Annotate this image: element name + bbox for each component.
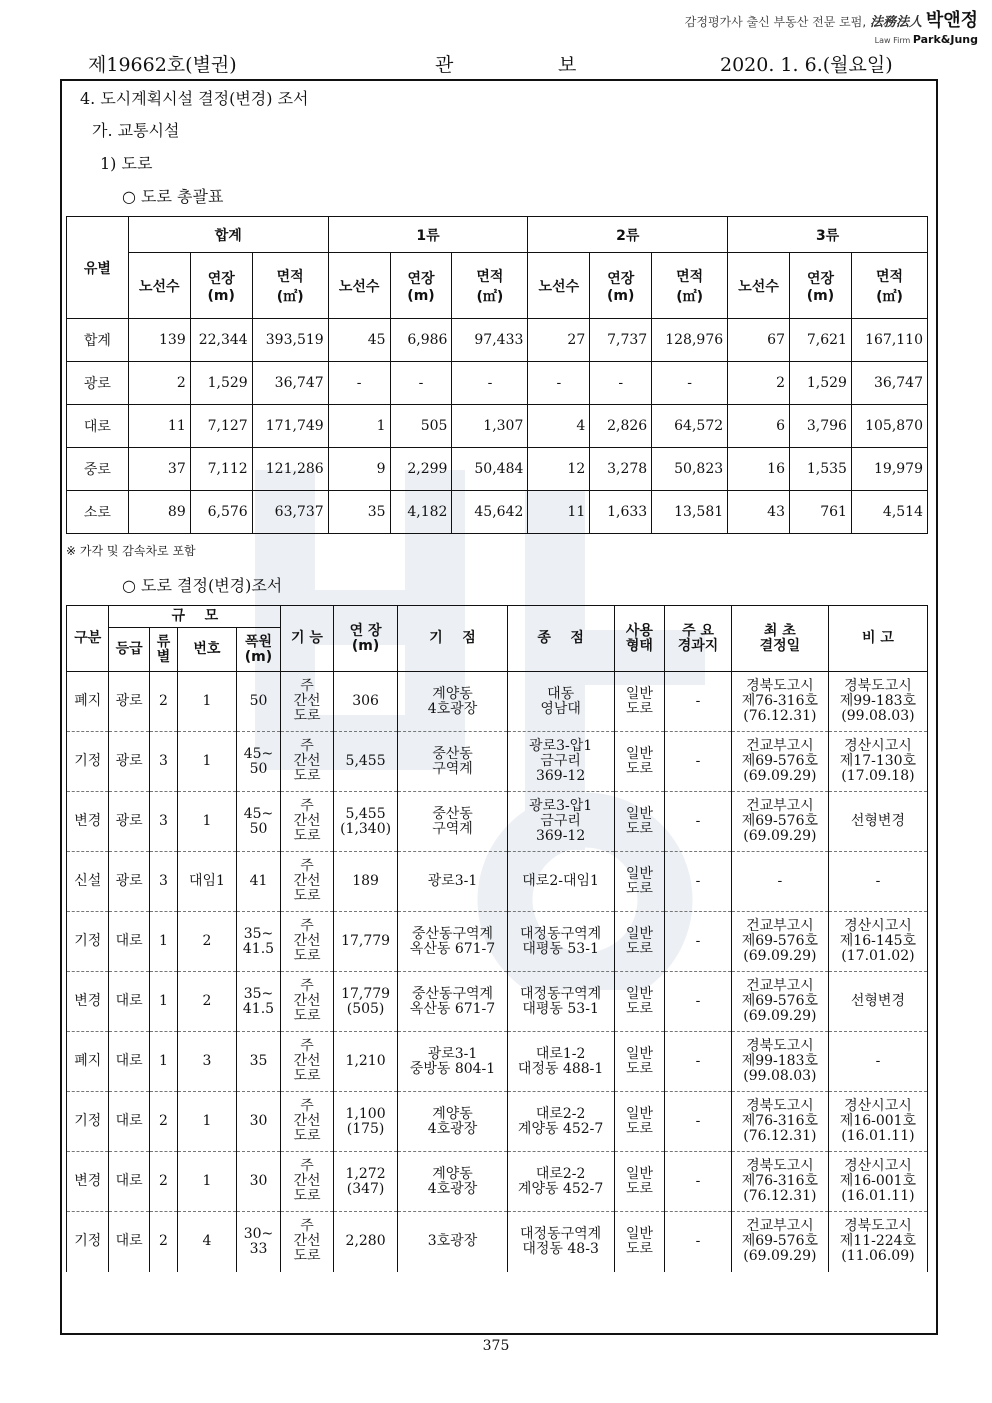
cell-function: 주 간선 도로 — [281, 732, 334, 792]
cell-class: 2 — [149, 1152, 177, 1212]
col-length: 연장 (m) — [390, 253, 452, 319]
summary-cell: 7,621 — [790, 319, 852, 362]
cell-length: 306 — [333, 672, 398, 732]
issue-date: 2020. 1. 6.(월요일) — [720, 54, 893, 76]
cell-grade: 대로 — [109, 972, 149, 1032]
summary-cell: 97,433 — [452, 319, 528, 362]
decision-row — [67, 672, 928, 732]
cell-length: 1,210 — [333, 1032, 398, 1092]
cell-number: 3 — [178, 1032, 237, 1092]
cell-function: 주 간선 도로 — [281, 672, 334, 732]
cell-division: 기정 — [67, 1212, 109, 1272]
cell-class: 1 — [149, 912, 177, 972]
title-char-1: 관 — [435, 54, 454, 76]
summary-cell: 50,484 — [452, 448, 528, 491]
cell-start-point: 중산동구역계 옥산동 671-7 — [398, 912, 507, 972]
cell-via: - — [665, 1032, 732, 1092]
summary-cell: 1,307 — [452, 405, 528, 448]
cell-start-point: 중산동 구역계 — [398, 792, 507, 852]
road-decision-table — [66, 605, 928, 1272]
summary-cell: 3,278 — [590, 448, 652, 491]
header-start-point: 기 점 — [398, 606, 507, 672]
col-area: 면적 (㎡) — [652, 253, 728, 319]
summary-cell: - — [590, 362, 652, 405]
cell-start-point: 3호광장 — [398, 1212, 507, 1272]
cell-via: - — [665, 1212, 732, 1272]
group-header-total: 합계 — [128, 217, 328, 253]
cell-end-point: 대동 영남대 — [507, 672, 614, 732]
summary-cell: 1,535 — [790, 448, 852, 491]
cell-first-decision: 경북도고시 제99-183호 (99.08.03) — [731, 1032, 828, 1092]
header-width: 폭원 (m) — [236, 628, 280, 672]
col-area: 면적 (㎡) — [452, 253, 528, 319]
cell-end-point: 대정동구역계 대정동 48-3 — [507, 1212, 614, 1272]
cell-function: 주 간선 도로 — [281, 972, 334, 1032]
cell-number: 1 — [178, 1152, 237, 1212]
cell-division: 기정 — [67, 732, 109, 792]
cell-class: 1 — [149, 1032, 177, 1092]
cell-length: 17,779 (505) — [333, 972, 398, 1032]
summary-cell: 7,112 — [190, 448, 252, 491]
summary-cell: 2 — [128, 362, 190, 405]
summary-cell: 2,299 — [390, 448, 452, 491]
summary-cell: 11 — [128, 405, 190, 448]
summary-row — [67, 362, 928, 405]
cell-division: 폐지 — [67, 1032, 109, 1092]
summary-cell: 36,747 — [252, 362, 328, 405]
cell-start-point: 계양동 4호광장 — [398, 1092, 507, 1152]
cell-function: 주 간선 도로 — [281, 1212, 334, 1272]
header-usage: 사용 형태 — [614, 606, 665, 672]
cell-usage: 일반 도로 — [614, 972, 665, 1032]
summary-cell: - — [452, 362, 528, 405]
row-label: 대로 — [67, 405, 129, 448]
summary-cell: 11 — [528, 491, 590, 534]
cell-remarks: - — [828, 1032, 927, 1092]
summary-row — [67, 491, 928, 534]
cell-division: 신설 — [67, 852, 109, 912]
cell-class: 2 — [149, 1092, 177, 1152]
summary-cell: 139 — [128, 319, 190, 362]
cell-remarks: 경산시고시 제17-130호 (17.09.18) — [828, 732, 927, 792]
col-routes: 노선수 — [328, 253, 390, 319]
decision-row — [67, 1212, 928, 1272]
cell-grade: 광로 — [109, 852, 149, 912]
header-function: 기 능 — [281, 606, 334, 672]
cell-via: - — [665, 1092, 732, 1152]
summary-cell: 43 — [728, 491, 790, 534]
firm-name: 박앤정 — [925, 10, 978, 31]
cell-grade: 대로 — [109, 912, 149, 972]
col-area: 면적 (㎡) — [851, 253, 927, 319]
cell-width: 45~ 50 — [236, 792, 280, 852]
decision-row — [67, 732, 928, 792]
cell-via: - — [665, 792, 732, 852]
firm-tagline: 감정평가사 출신 부동산 전문 로펌, — [684, 15, 867, 29]
summary-cell: 1 — [328, 405, 390, 448]
summary-cell: 505 — [390, 405, 452, 448]
row-label: 소로 — [67, 491, 129, 534]
cell-function: 주 간선 도로 — [281, 1032, 334, 1092]
cell-remarks: 선형변경 — [828, 972, 927, 1032]
header-class: 류 별 — [149, 628, 177, 672]
cell-width: 45~ 50 — [236, 732, 280, 792]
decision-row — [67, 972, 928, 1032]
summary-cell: 9 — [328, 448, 390, 491]
law-firm-banner — [685, 6, 978, 46]
cell-usage: 일반 도로 — [614, 852, 665, 912]
header-length: 연 장 (m) — [333, 606, 398, 672]
cell-end-point: 대로1-2 대정동 488-1 — [507, 1032, 614, 1092]
cell-first-decision: 경북도고시 제76-316호 (76.12.31) — [731, 1092, 828, 1152]
cell-class: 3 — [149, 792, 177, 852]
cell-via: - — [665, 732, 732, 792]
summary-cell: 6,986 — [390, 319, 452, 362]
cell-end-point: 대정동구역계 대평동 53-1 — [507, 972, 614, 1032]
decision-row — [67, 1152, 928, 1212]
cell-class: 2 — [149, 672, 177, 732]
item-heading: 1) 도로 — [100, 154, 153, 173]
col-routes: 노선수 — [728, 253, 790, 319]
cell-length: 189 — [333, 852, 398, 912]
summary-cell: 36,747 — [851, 362, 927, 405]
cell-usage: 일반 도로 — [614, 732, 665, 792]
cell-remarks: 경산시고시 제16-001호 (16.01.11) — [828, 1152, 927, 1212]
cell-class: 3 — [149, 732, 177, 792]
cell-width: 30 — [236, 1152, 280, 1212]
header-scale: 규 모 — [109, 606, 281, 628]
section-heading: 4. 도시계획시설 결정(변경) 조서 — [80, 89, 309, 108]
cell-length: 1,272 (347) — [333, 1152, 398, 1212]
cell-width: 30~ 33 — [236, 1212, 280, 1272]
cell-class: 1 — [149, 972, 177, 1032]
summary-row — [67, 448, 928, 491]
cell-usage: 일반 도로 — [614, 912, 665, 972]
cell-number: 4 — [178, 1212, 237, 1272]
footnote: ※ 가각 및 감속차로 포함 — [66, 544, 196, 558]
gazette-header — [60, 50, 936, 80]
summary-cell: 761 — [790, 491, 852, 534]
cell-first-decision: 건교부고시 제69-576호 (69.09.29) — [731, 912, 828, 972]
cell-width: 35 — [236, 1032, 280, 1092]
cell-grade: 대로 — [109, 1032, 149, 1092]
cell-function: 주 간선 도로 — [281, 792, 334, 852]
cell-grade: 광로 — [109, 672, 149, 732]
cell-end-point: 대로2-2 계양동 452-7 — [507, 1092, 614, 1152]
cell-via: - — [665, 852, 732, 912]
col-routes: 노선수 — [128, 253, 190, 319]
cell-number: 1 — [178, 732, 237, 792]
cell-remarks: 경북도고시 제99-183호 (99.08.03) — [828, 672, 927, 732]
col-area: 면적 (㎡) — [252, 253, 328, 319]
cell-width: 35~ 41.5 — [236, 912, 280, 972]
summary-row — [67, 405, 928, 448]
cell-division: 기정 — [67, 912, 109, 972]
cell-via: - — [665, 972, 732, 1032]
header-number: 번호 — [178, 628, 237, 672]
summary-cell: - — [390, 362, 452, 405]
cell-length: 1,100 (175) — [333, 1092, 398, 1152]
summary-cell: 64,572 — [652, 405, 728, 448]
cell-number: 대임1 — [178, 852, 237, 912]
summary-cell: 19,979 — [851, 448, 927, 491]
header-division: 구분 — [67, 606, 109, 672]
cell-division: 변경 — [67, 792, 109, 852]
decision-row — [67, 912, 928, 972]
cell-usage: 일반 도로 — [614, 1212, 665, 1272]
summary-cell: 89 — [128, 491, 190, 534]
cell-width: 41 — [236, 852, 280, 912]
summary-cell: 2 — [728, 362, 790, 405]
cell-width: 30 — [236, 1092, 280, 1152]
header-grade: 등급 — [109, 628, 149, 672]
cell-division: 변경 — [67, 1152, 109, 1212]
firm-sub-small: Law Firm — [874, 36, 911, 45]
row-label: 광로 — [67, 362, 129, 405]
summary-cell: 6 — [728, 405, 790, 448]
title-char-2: 보 — [558, 54, 577, 76]
summary-cell: 171,749 — [252, 405, 328, 448]
summary-cell: 27 — [528, 319, 590, 362]
cell-usage: 일반 도로 — [614, 672, 665, 732]
cell-width: 35~ 41.5 — [236, 972, 280, 1032]
cell-remarks: 선형변경 — [828, 792, 927, 852]
cell-first-decision: 경북도고시 제76-316호 (76.12.31) — [731, 672, 828, 732]
header-via: 주 요 경과지 — [665, 606, 732, 672]
cell-remarks: 경북도고시 제11-224호 (11.06.09) — [828, 1212, 927, 1272]
summary-cell: 4,514 — [851, 491, 927, 534]
cell-function: 주 간선 도로 — [281, 912, 334, 972]
col-length: 연장 (m) — [590, 253, 652, 319]
cell-division: 폐지 — [67, 672, 109, 732]
cell-end-point: 광로3-압1 금구리 369-12 — [507, 732, 614, 792]
cell-remarks: - — [828, 852, 927, 912]
cell-grade: 대로 — [109, 1212, 149, 1272]
summary-cell: 13,581 — [652, 491, 728, 534]
cell-function: 주 간선 도로 — [281, 1152, 334, 1212]
summary-cell: 67 — [728, 319, 790, 362]
summary-cell: 45 — [328, 319, 390, 362]
cell-start-point: 계양동 4호광장 — [398, 1152, 507, 1212]
cell-usage: 일반 도로 — [614, 1092, 665, 1152]
row-label: 합계 — [67, 319, 129, 362]
group-header-class3: 3류 — [728, 217, 928, 253]
summary-cell: 121,286 — [252, 448, 328, 491]
group-header-class1: 1류 — [328, 217, 528, 253]
cell-start-point: 광로3-1 — [398, 852, 507, 912]
cell-start-point: 중산동구역계 옥산동 671-7 — [398, 972, 507, 1032]
summary-cell: 35 — [328, 491, 390, 534]
summary-cell: 4 — [528, 405, 590, 448]
cell-end-point: 대로2-대임1 — [507, 852, 614, 912]
cell-first-decision: 건교부고시 제69-576호 (69.09.29) — [731, 1212, 828, 1272]
summary-cell: 50,823 — [652, 448, 728, 491]
cell-grade: 광로 — [109, 792, 149, 852]
cell-first-decision: - — [731, 852, 828, 912]
summary-cell: 7,127 — [190, 405, 252, 448]
cell-number: 1 — [178, 792, 237, 852]
summary-cell: 63,737 — [252, 491, 328, 534]
summary-cell: 16 — [728, 448, 790, 491]
header-remarks: 비 고 — [828, 606, 927, 672]
header-first-decision: 최 초 결정일 — [731, 606, 828, 672]
cell-first-decision: 건교부고시 제69-576호 (69.09.29) — [731, 972, 828, 1032]
cell-end-point: 대로2-2 계양동 452-7 — [507, 1152, 614, 1212]
cell-start-point: 계양동 4호광장 — [398, 672, 507, 732]
col-length: 연장 (m) — [190, 253, 252, 319]
summary-cell: 105,870 — [851, 405, 927, 448]
col-length: 연장 (m) — [790, 253, 852, 319]
summary-cell: 3,796 — [790, 405, 852, 448]
summary-table-title: ○ 도로 총괄표 — [122, 187, 224, 206]
cell-via: - — [665, 1152, 732, 1212]
header-category: 유별 — [67, 217, 129, 319]
header-end-point: 종 점 — [507, 606, 614, 672]
decision-row — [67, 852, 928, 912]
cell-division: 변경 — [67, 972, 109, 1032]
summary-cell: 4,182 — [390, 491, 452, 534]
cell-first-decision: 경북도고시 제76-316호 (76.12.31) — [731, 1152, 828, 1212]
cell-number: 1 — [178, 672, 237, 732]
summary-cell: 1,529 — [190, 362, 252, 405]
firm-sub-name: Park&Jung — [912, 33, 978, 46]
summary-cell: - — [652, 362, 728, 405]
cell-length: 5,455 (1,340) — [333, 792, 398, 852]
cell-end-point: 대정동구역계 대평동 53-1 — [507, 912, 614, 972]
summary-cell: 1,633 — [590, 491, 652, 534]
road-summary-table — [66, 216, 928, 534]
cell-length: 5,455 — [333, 732, 398, 792]
cell-usage: 일반 도로 — [614, 1032, 665, 1092]
decision-row — [67, 1032, 928, 1092]
cell-division: 기정 — [67, 1092, 109, 1152]
cell-end-point: 광로3-압1 금구리 369-12 — [507, 792, 614, 852]
cell-class: 2 — [149, 1212, 177, 1272]
summary-cell: 393,519 — [252, 319, 328, 362]
page-number: 375 — [482, 1338, 510, 1354]
group-header-class2: 2류 — [528, 217, 728, 253]
cell-number: 1 — [178, 1092, 237, 1152]
summary-cell: - — [528, 362, 590, 405]
cell-length: 2,280 — [333, 1212, 398, 1272]
cell-via: - — [665, 912, 732, 972]
summary-cell: 7,737 — [590, 319, 652, 362]
cell-grade: 광로 — [109, 732, 149, 792]
cell-remarks: 경산시고시 제16-001호 (16.01.11) — [828, 1092, 927, 1152]
cell-grade: 대로 — [109, 1092, 149, 1152]
cell-usage: 일반 도로 — [614, 1152, 665, 1212]
firm-type: 法務法人 — [869, 15, 922, 30]
summary-cell: 2,826 — [590, 405, 652, 448]
summary-cell: - — [328, 362, 390, 405]
summary-cell: 6,576 — [190, 491, 252, 534]
cell-class: 3 — [149, 852, 177, 912]
summary-cell: 167,110 — [851, 319, 927, 362]
decision-row — [67, 1092, 928, 1152]
summary-row — [67, 319, 928, 362]
summary-cell: 37 — [128, 448, 190, 491]
cell-grade: 대로 — [109, 1152, 149, 1212]
cell-start-point: 광로3-1 중방동 804-1 — [398, 1032, 507, 1092]
cell-number: 2 — [178, 972, 237, 1032]
cell-width: 50 — [236, 672, 280, 732]
row-label: 중로 — [67, 448, 129, 491]
cell-start-point: 중산동 구역계 — [398, 732, 507, 792]
cell-number: 2 — [178, 912, 237, 972]
subsection-heading: 가. 교통시설 — [92, 121, 180, 140]
cell-function: 주 간선 도로 — [281, 1092, 334, 1152]
cell-remarks: 경산시고시 제16-145호 (17.01.02) — [828, 912, 927, 972]
decision-row — [67, 792, 928, 852]
summary-cell: 22,344 — [190, 319, 252, 362]
summary-cell: 12 — [528, 448, 590, 491]
cell-via: - — [665, 672, 732, 732]
col-routes: 노선수 — [528, 253, 590, 319]
cell-usage: 일반 도로 — [614, 792, 665, 852]
cell-first-decision: 건교부고시 제69-576호 (69.09.29) — [731, 792, 828, 852]
summary-cell: 45,642 — [452, 491, 528, 534]
detail-table-title: ○ 도로 결정(변경)조서 — [122, 576, 283, 595]
summary-cell: 1,529 — [790, 362, 852, 405]
cell-function: 주 간선 도로 — [281, 852, 334, 912]
issue-number: 제19662호(별권) — [88, 54, 237, 76]
cell-length: 17,779 — [333, 912, 398, 972]
cell-first-decision: 건교부고시 제69-576호 (69.09.29) — [731, 732, 828, 792]
summary-cell: 128,976 — [652, 319, 728, 362]
